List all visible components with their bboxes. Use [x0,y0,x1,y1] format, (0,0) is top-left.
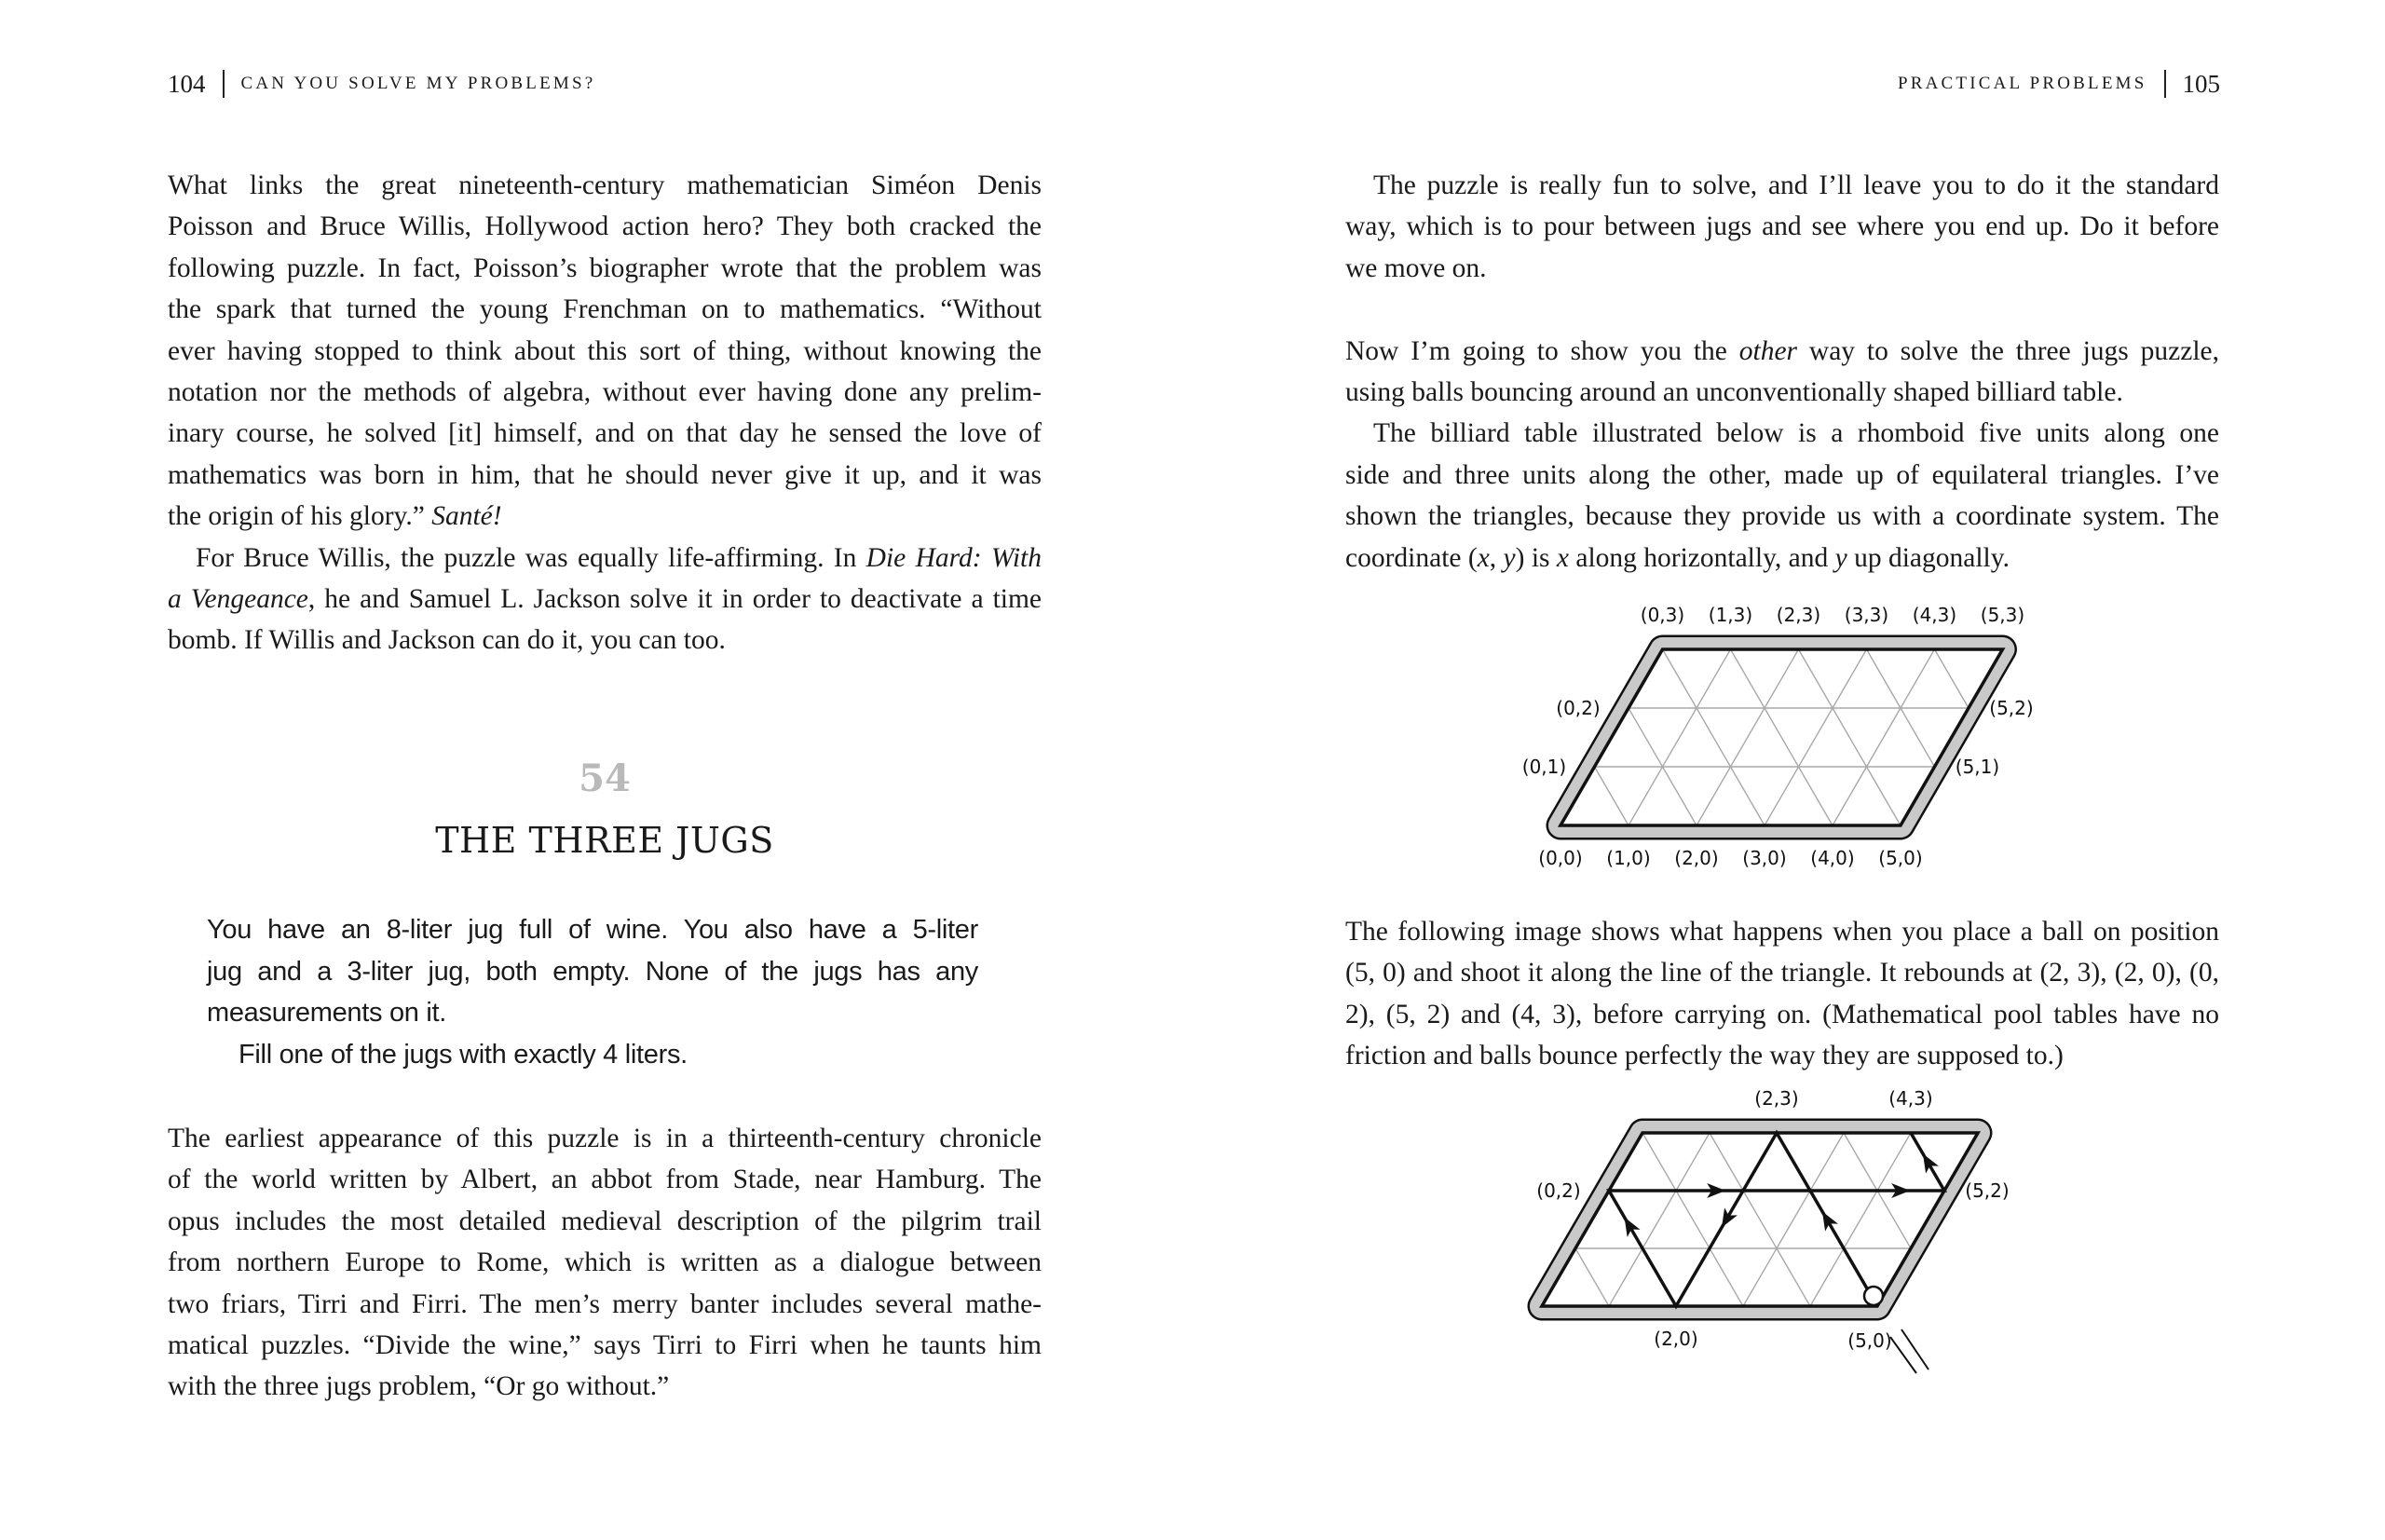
text-run: notation nor the methods of algebra, without ever having done any prelim- [168,376,1042,407]
text-run: the spark that turned the young Frenchman on to mathematics. “Without [168,294,1042,325]
text-run: The puzzle is really fun to solve, and I’ll leave you to do it the standard [1373,170,2219,200]
italic-text: y [1834,542,1847,573]
text-run: (5, 0) and shoot it along the line of the triangle. It rebounds at (2, 3), (2, 0), (0, [1345,958,2219,988]
coordinate-label: (5,3) [1980,604,2025,626]
italic-text: x [1477,542,1490,573]
text-run: following puzzle. In fact, Poisson’s biographer wrote that the problem was [168,252,1042,283]
text-run: coordinate ( [1345,542,1478,573]
coordinate-label: (4,0) [1810,847,1855,869]
puzzle-number: 54 [579,756,631,800]
puzzle-line: measurements on it. [207,998,447,1029]
puzzle-title: THE THREE JUGS [435,820,774,861]
text-run: Now I’m going to show you the [1345,335,1739,366]
text-run: 2), (5, 2) and (4, 3), before carrying on. (Mathematical pool tables have no [1345,999,2219,1029]
text-run: using balls bouncing around an unconventionally shaped billiard table. [1345,376,2123,407]
text-run: way, which is to pour between jugs and see where you end up. Do it before [1345,211,2219,242]
text-run: opus includes the most detailed medieval description of the pilgrim trail [168,1206,1042,1236]
running-title: PRACTICAL PROBLEMS [1897,74,2147,93]
text-run: along horizontally, and [1568,542,1835,573]
text-run: , he and Samuel L. Jackson solve it in order to deactivate a time [307,583,1043,614]
italic-text: Santé! [431,501,502,532]
page-number: 105 [2182,69,2220,98]
text-run: we move on. [1345,252,1487,283]
cue-stick-icon [1890,1337,1916,1373]
text-run: way to solve the three jugs puzzle, [1797,335,2219,366]
coordinate-label: (3,3) [1844,604,1889,626]
text-run: What links the great nineteenth-century mathematician Siméon Denis [168,170,1042,200]
italic-text: x [1556,542,1569,573]
puzzle-question: Fill one of the jugs with exactly 4 liters. [238,1040,688,1070]
coordinate-label: (5,0) [1847,1329,1892,1352]
text-run: shown the triangles, because they provide us with a coordinate system. The [1345,501,2219,532]
text-run: mathematics was born in him, that he should never give it up, and it was [168,459,1042,490]
coordinate-label: (0,0) [1538,847,1583,869]
coordinate-label: (5,2) [1965,1179,2010,1202]
puzzle-line: jug and a 3-liter jug, both empty. None of the jugs has any [207,956,978,987]
italic-text: Die Hard: With [865,542,1042,573]
text-run: ever having stopped to think about this sort of thing, without knowing the [168,335,1042,366]
italic-text: y [1503,542,1516,573]
text-run: For Bruce Willis, the puzzle was equally life-affirming. In [196,542,866,573]
coordinate-label: (2,3) [1754,1087,1799,1110]
ball-icon [1864,1287,1883,1305]
text-run: of the world written by Albert, an abbot from Stade, near Hamburg. The [168,1165,1042,1195]
coordinate-label: (1,0) [1606,847,1651,869]
text-run: the origin of his glory.” [168,501,432,532]
cue-stick-icon [1901,1329,1928,1370]
billiard-table-grid-diagram [1522,604,2034,869]
page-number: 104 [168,69,206,98]
puzzle-line: You have an 8-liter jug full of wine. You also have a 5-liter [207,915,978,945]
coordinate-label: (5,2) [1989,697,2034,719]
coordinate-label: (2,0) [1654,1328,1698,1350]
text-run: friction and balls bounce perfectly the way they are supposed to.) [1345,1041,2064,1071]
coordinate-label: (0,3) [1640,604,1685,626]
coordinate-label: (1,3) [1708,604,1753,626]
italic-text: other [1738,335,1798,366]
coordinate-label: (3,0) [1742,847,1787,869]
text-run: ) is [1515,542,1557,573]
coordinate-label: (5,0) [1878,847,1923,869]
text-run: two friars, Tirri and Firri. The men’s merry banter includes several mathe- [168,1288,1042,1319]
coordinate-label: (0,1) [1521,756,1567,778]
text-run: from northern Europe to Rome, which is written as a dialogue between [168,1247,1042,1278]
coordinate-label: (4,3) [1888,1087,1933,1110]
italic-text: a Vengeance [168,583,308,614]
coordinate-label: (2,0) [1674,847,1719,869]
coordinate-label: (2,3) [1776,604,1821,626]
running-title: CAN YOU SOLVE MY PROBLEMS? [240,74,596,93]
text-run: side and three units along the other, made up of equilateral triangles. I’ve [1345,459,2219,490]
coordinate-label: (5,1) [1955,756,2000,778]
text-run: The following image shows what happens when you place a ball on position [1345,917,2219,947]
text-run: matical puzzles. “Divide the wine,” says Tirri to Firri when he taunts him [168,1329,1042,1360]
text-run: inary course, he solved [it] himself, and on that day he sensed the love of [168,418,1042,449]
text-run: bomb. If Willis and Jackson can do it, you can too. [168,625,726,656]
text-run: The earliest appearance of this puzzle is in a thirteenth-century chronicle [168,1124,1042,1153]
text-run: Poisson and Bruce Willis, Hollywood action hero? They both cracked the [168,211,1042,242]
text-run: The billiard table illustrated below is a rhomboid five units along one [1373,418,2219,449]
text-run: , [1489,542,1504,573]
text-run: up diagonally. [1847,542,2010,573]
coordinate-label: (0,2) [1556,697,1601,719]
billiard-table-path-diagram [1536,1087,2009,1373]
text-run: with the three jugs problem, “Or go without.” [168,1371,670,1402]
coordinate-label: (0,2) [1536,1179,1581,1202]
coordinate-label: (4,3) [1912,604,1957,626]
